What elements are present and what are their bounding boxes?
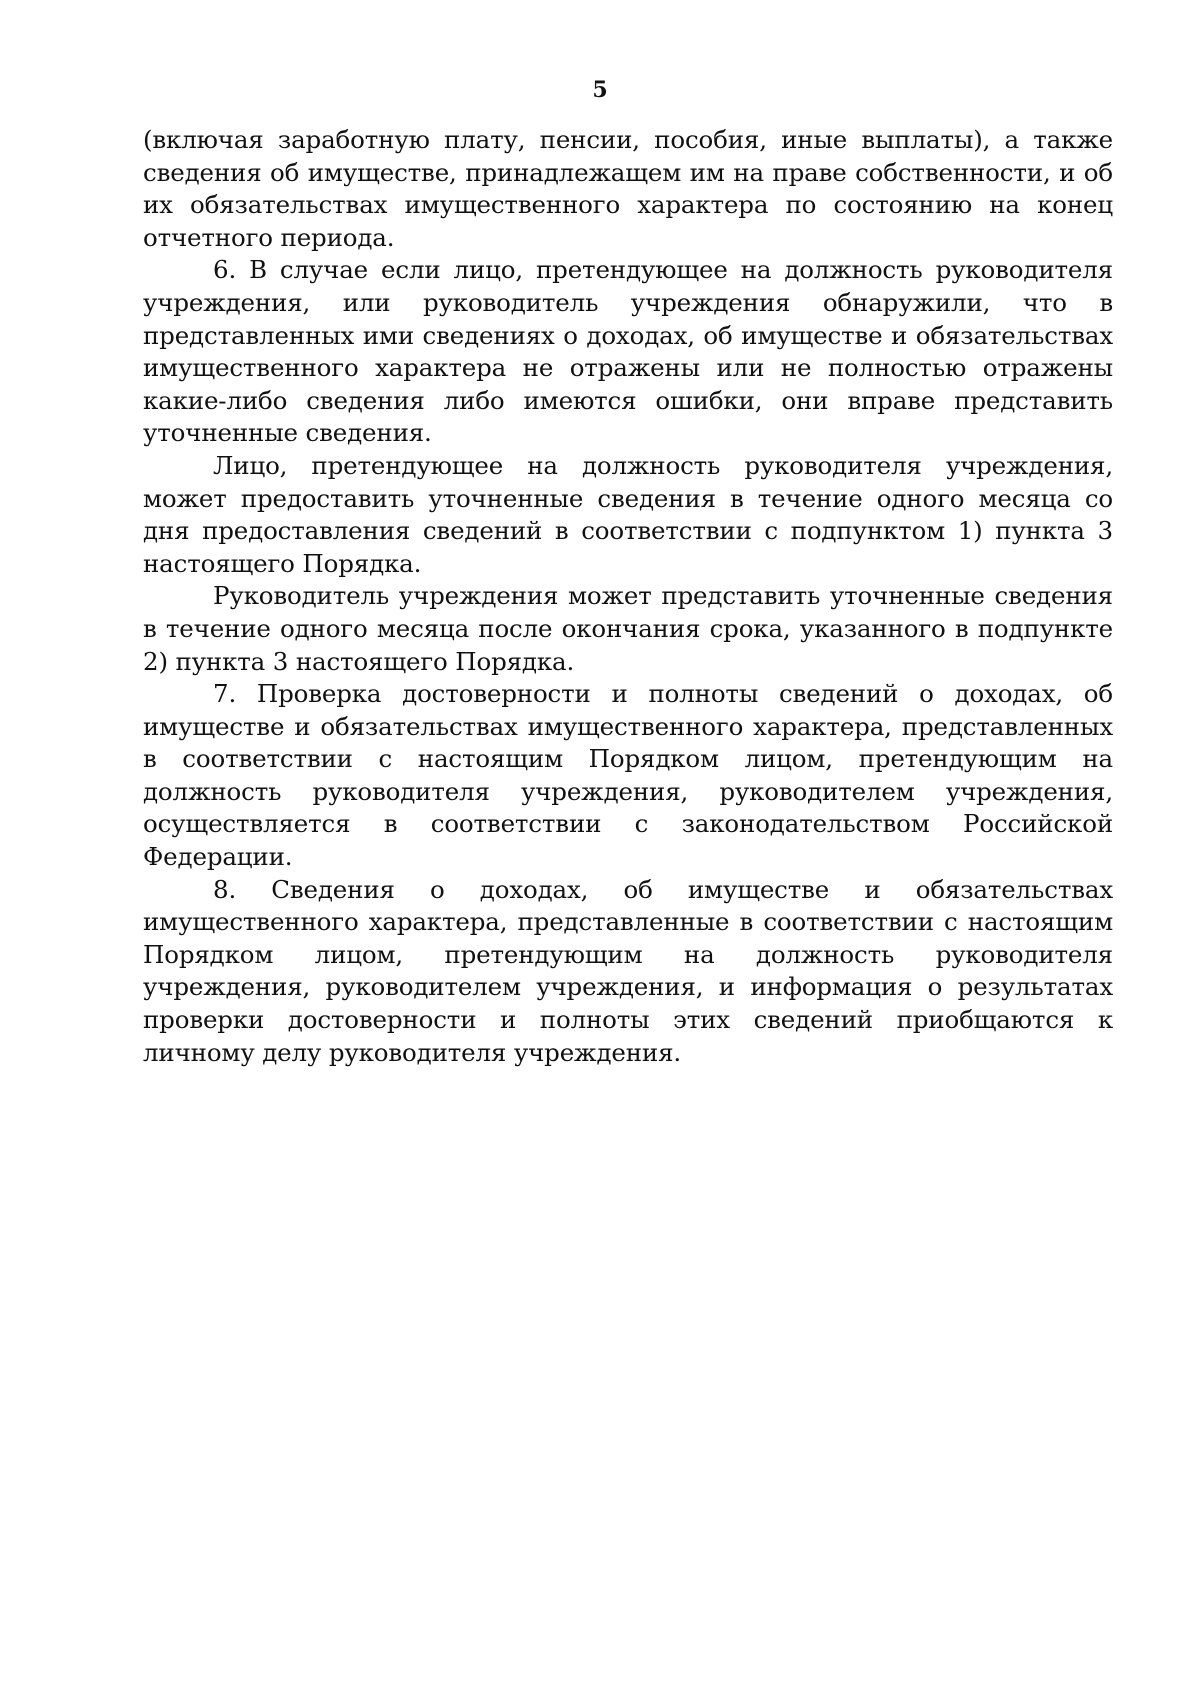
document-body xyxy=(143,124,1113,1069)
paragraph-item-8: 8. Сведения о доходах, об имуществе и обязательствах имущественного характера, представленные в соответствии с настоящим Порядком лицом, претендующим на должность руководителя учреждения, руководителем учреждения, и информация о результатах проверки достоверности и полноты этих сведений приобщаются к личному делу руководителя учреждения. xyxy=(143,874,1113,1067)
paragraph-item-6-head: Руководитель учреждения может представить уточненные сведения в течение одного месяца после окончания срока, указанного в подпункте 2) пункта 3 настоящего Порядка. xyxy=(143,581,1113,676)
paragraph-item-6-candidate: Лицо, претендующее на должность руководителя учреждения, может предоставить уточненные сведения в течение одного месяца со дня предоставления сведений в соответствии с подпунктом 1) пункта 3 настоящего Порядка. xyxy=(143,450,1113,578)
paragraph-continuation: (включая заработную плату, пенсии, пособия, иные выплаты), а также сведения об имуществе, принадлежащем им на праве собственности, и об их обязательствах имущественного характера по состоянию на конец отчетного периода. xyxy=(143,125,1113,252)
paragraph-item-6: 6. В случае если лицо, претендующее на должность руководителя учреждения, или руководитель учреждения обнаружили, что в представленных ими сведениях о доходах, об имуществе и обязательствах имущественного характера не отражены или не полностью отражены какие-либо сведения либо имеются ошибки, они вправе представить уточненные сведения. xyxy=(143,255,1113,448)
page-number: 5 xyxy=(592,77,608,103)
paragraph-item-7: 7. Проверка достоверности и полноты сведений о доходах, об имуществе и обязательствах имущественного характера, представленных в соответствии с настоящим Порядком лицом, претендующим на должность руководителя учреждения, руководителем учреждения, осуществляется в соответствии с законодательством Российской Федерации. xyxy=(143,679,1113,872)
